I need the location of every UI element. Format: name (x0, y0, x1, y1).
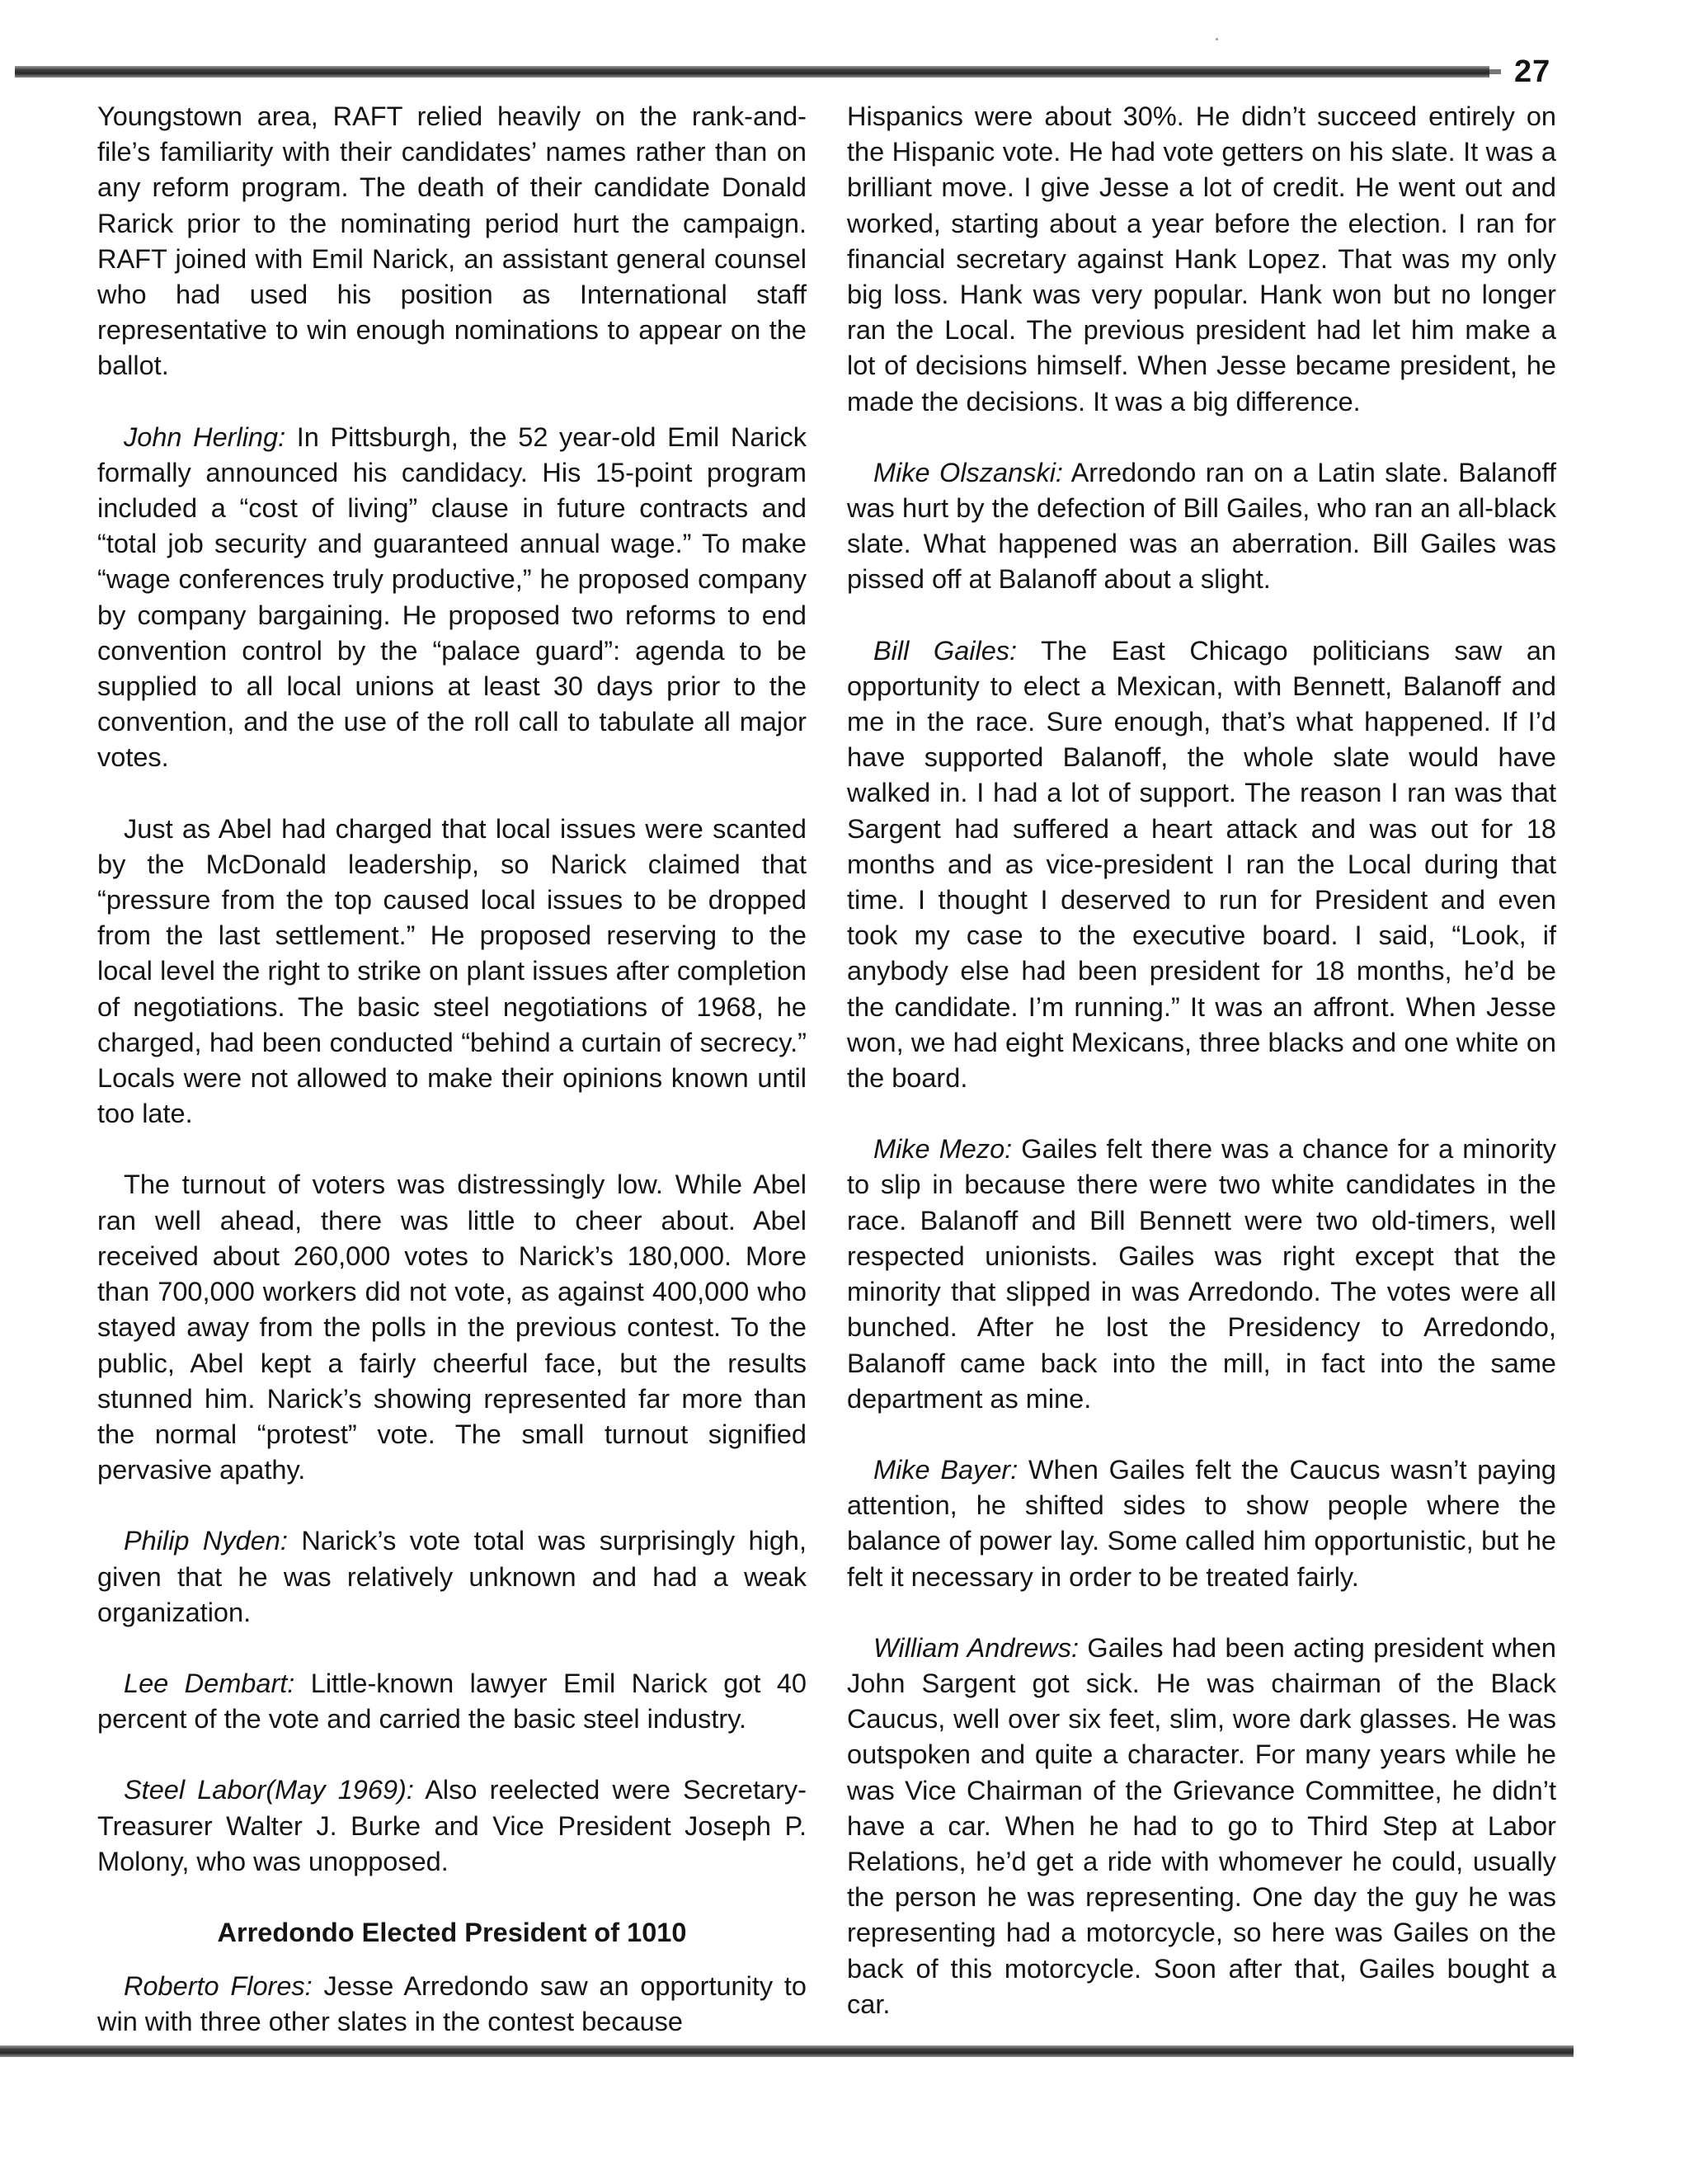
paragraph-text: Gailes had been acting president when John Sargent got sick. He was chairman of the Black Caucus, well over six feet, slim, wore dark glasses. He was outspoken and quite a character. For many years while he was Vice Chairman of the Grievance Committee, he didn’t have a car. When he had to go to Third Step at Labor Relations, he’d get a ride with whomever he could, usually the person he was representing. One day the guy he was representing had a motorcycle, so here was Gailes on the back of this motorcycle. Soon after that, Gailes bought a car. (847, 1632, 1556, 2019)
paragraph: The turnout of voters was distressingly low. While Abel ran well ahead, there was little to cheer about. Abel received about 260,000 votes to Narick’s 180,000. More than 700,000 workers did not vote, as against 400,000 who stayed away from the polls in the previous contest. To the public, Abel kept a fairly cheerful face, but the results stunned him. Narick’s showing represented far more than the normal “protest” vote. The small turnout signified pervasive apathy. (97, 1170, 807, 1485)
speck-mark (1216, 38, 1218, 40)
paragraph (97, 1666, 807, 1737)
paragraph (847, 455, 1556, 598)
paragraph-text: When Gailes felt the Caucus wasn’t paying attention, he shifted sides to show people where the balance of power lay. Some called him opportunistic, but he felt it necessary in order to be treated fairly. (847, 1454, 1556, 1592)
speaker-name: John Herling: (124, 421, 286, 452)
top-rule (15, 66, 1489, 78)
paragraph-text: Arredondo ran on a Latin slate. Balanoff was hurt by the defection of Bill Gailes, who ran an all-black slate. What happened was an aberration. Bill Gailes was pissed off at Balanoff about a slight. (847, 457, 1556, 595)
paragraph-text: The East Chicago politicians saw an opportunity to elect a Mexican, with Bennett, Balanoff and me in the race. Sure enough, that’s what happened. If I’d have supported Balanoff, the whole slate would have walked in. I had a lot of support. The reason I ran was that Sargent had suffered a heart attack and was out for 18 months and as vice-president I ran the Local during that time. I thought I deserved to run for President and even took my case to the executive board. I said, “Look, if anybody else had been president for 18 months, he’d be the candidate. I’m running.” It was an affront. When Jesse won, we had eight Mexicans, three blacks and one white on the board. (847, 635, 1556, 1094)
paragraph (847, 633, 1556, 1097)
paragraph-text: Jesse Arredondo saw an opportunity to win with three other slates in the contest because (97, 1971, 807, 2037)
paragraph-text: Gailes felt there was a chance for a minority to slip in because there were two white candidates in the race. Balanoff and Bill Bennett were two old-timers, well respected unionists. Gailes was right except that the minority that slipped in was Arredondo. The votes were all bunched. After he lost the Presidency to Arredondo, Balanoff came back into the mill, in fact into the same department as mine. (847, 1134, 1556, 1414)
paragraph (97, 1772, 807, 1880)
page-number: 27 (1514, 54, 1551, 89)
paragraph-text: Little-known lawyer Emil Narick got 40 percent of the vote and carried the basic steel industry. (97, 1668, 807, 1734)
paragraph (97, 1523, 807, 1631)
paragraph (847, 1132, 1556, 1417)
section-heading: Arredondo Elected President of 1010 (217, 1917, 687, 1947)
right-column (847, 99, 1556, 2058)
speaker-name: Steel Labor(May 1969): (124, 1775, 414, 1805)
speaker-name: Mike Olszanski: (873, 457, 1063, 487)
paragraph (847, 1631, 1556, 2022)
speaker-name: Philip Nyden: (124, 1526, 288, 1556)
paragraph (97, 420, 807, 776)
bottom-rule (0, 2045, 1574, 2057)
paragraph: Youngstown area, RAFT relied heavily on the rank-and-file’s familiarity with their candidates’ names rather than on any reform program. The death of their candidate Donald Rarick prior to the nominating period hurt the campaign. RAFT joined with Emil Narick, an assistant general counsel who had used his position as International staff representative to win enough nominations to appear on the ballot. (97, 101, 807, 381)
left-column (97, 99, 807, 2076)
speaker-name: Mike Mezo: (873, 1134, 1013, 1165)
paragraph-text: Narick’s vote total was surprisingly high, given that he was relatively unknown and had a weak organization. (97, 1526, 807, 1627)
paragraph (97, 1969, 807, 2040)
paragraph: Hispanics were about 30%. He didn’t succeed entirely on the Hispanic vote. He had vote getters on his slate. It was a brilliant move. I give Jesse a lot of credit. He went out and worked, starting about a year before the election. I ran for financial secretary against Hank Lopez. That was my only big loss. Hank was very popular. Hank won but no longer ran the Local. The previous president had let him make a lot of decisions himself. When Jesse became president, he made the decisions. It was a big difference. (847, 101, 1556, 417)
speaker-name: Roberto Flores: (124, 1971, 313, 2002)
paragraph: Just as Abel had charged that local issues were scanted by the McDonald leadership, so Narick claimed that “pressure from the top caused local issues to be dropped from the last settlement.” He proposed reserving to the local level the right to strike on plant issues after completion of negotiations. The basic steel negotiations of 1968, he charged, had been conducted “behind a curtain of secrecy.” Locals were not allowed to make their opinions known until too late. (97, 813, 807, 1129)
speaker-name: Mike Bayer: (873, 1454, 1019, 1485)
speaker-name: Bill Gailes: (873, 635, 1018, 666)
paragraph-text: In Pittsburgh, the 52 year-old Emil Narick formally announced his candidacy. His 15-point program included a “cost of living” clause in future contracts and “total job security and guaranteed annual wage.” To make “wage conferences truly productive,” he proposed company by company bargaining. He proposed two reforms to end convention control by the “palace guard”: agenda to be supplied to all local unions at least 30 days prior to the convention, and the use of the roll call to tabulate all major votes. (97, 421, 807, 773)
paragraph (847, 1452, 1556, 1595)
paragraph-text: Also reelected were Secretary-Treasurer Walter J. Burke and Vice President Joseph P. Molony, who was unopposed. (97, 1775, 807, 1876)
speaker-name: Lee Dembart: (124, 1668, 295, 1698)
speaker-name: William Andrews: (873, 1632, 1080, 1663)
